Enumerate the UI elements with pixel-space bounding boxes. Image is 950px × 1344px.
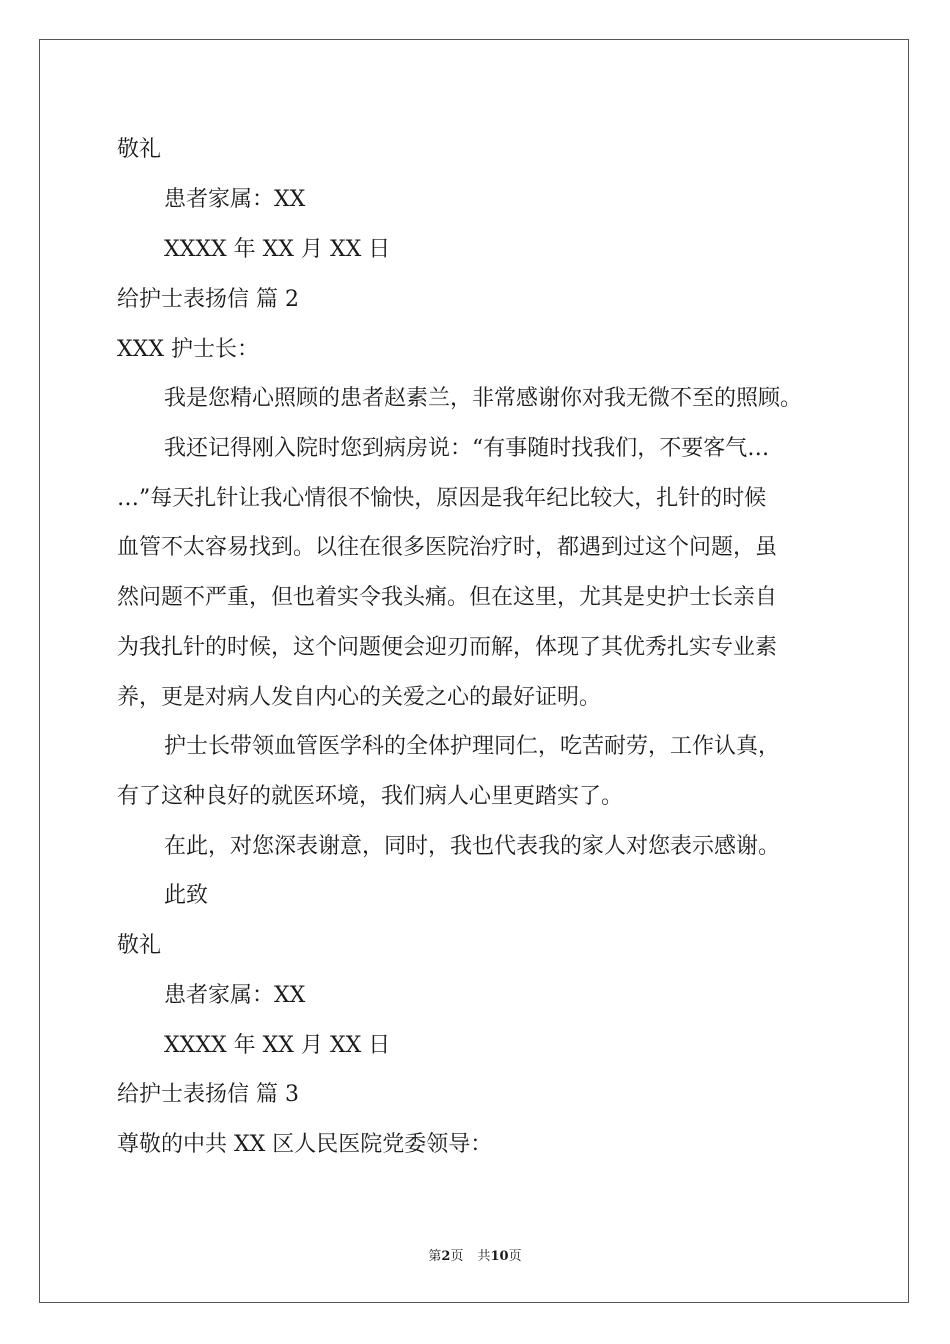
page-footer bbox=[0, 1248, 950, 1266]
paragraph-line: 养，更是对病人发自内心的关爱之心的最好证明。 bbox=[117, 685, 602, 710]
closing-line: 此致 bbox=[164, 883, 209, 908]
paragraph-line: 为我扎针的时候，这个问题便会迎刃而解，体现了其优秀扎实专业素 bbox=[117, 635, 778, 660]
page-border bbox=[39, 39, 909, 1303]
section-heading: 给护士表扬信 篇 2 bbox=[117, 287, 299, 312]
date-line: XXXX 年 XX 月 XX 日 bbox=[164, 1033, 391, 1058]
paragraph-line: 然问题不严重，但也着实令我头痛。但在这里，尤其是史护士长亲自 bbox=[117, 585, 778, 610]
closing-salute: 敬礼 bbox=[117, 137, 162, 162]
salutation: 尊敬的中共 XX 区人民医院党委领导： bbox=[117, 1132, 493, 1157]
paragraph-line: 在此，对您深表谢意，同时，我也代表我的家人对您表示感谢。 bbox=[164, 834, 781, 859]
signature-line: 患者家属：XX bbox=[164, 983, 306, 1008]
paragraph-line: 护士长带领血管医学科的全体护理同仁，吃苦耐劳，工作认真， bbox=[164, 734, 781, 759]
salutation: XXX 护士长： bbox=[117, 337, 259, 362]
page-suffix: 页 bbox=[450, 1249, 464, 1264]
total-suffix: 页 bbox=[508, 1249, 522, 1264]
paragraph-line: …”每天扎针让我心情很不愉快，原因是我年纪比较大，扎针的时候 bbox=[117, 486, 767, 511]
date-line: XXXX 年 XX 月 XX 日 bbox=[164, 237, 391, 262]
closing-salute: 敬礼 bbox=[117, 933, 162, 958]
total-pages: 10 bbox=[490, 1249, 509, 1264]
total-prefix: 共 bbox=[477, 1249, 491, 1264]
paragraph-line: 血管不太容易找到。以往在很多医院治疗时，都遇到过这个问题，虽 bbox=[117, 535, 778, 560]
paragraph-line: 我是您精心照顾的患者赵素兰，非常感谢你对我无微不至的照顾。 bbox=[164, 386, 803, 411]
page-prefix: 第 bbox=[428, 1249, 442, 1264]
paragraph-line: 有了这种良好的就医环境，我们病人心里更踏实了。 bbox=[117, 784, 624, 809]
signature-line: 患者家属：XX bbox=[164, 187, 306, 212]
page-number: 2 bbox=[441, 1249, 451, 1264]
paragraph-line: 我还记得刚入院时您到病房说：“有事随时找我们，不要客气… bbox=[164, 436, 770, 461]
section-heading: 给护士表扬信 篇 3 bbox=[117, 1082, 299, 1107]
